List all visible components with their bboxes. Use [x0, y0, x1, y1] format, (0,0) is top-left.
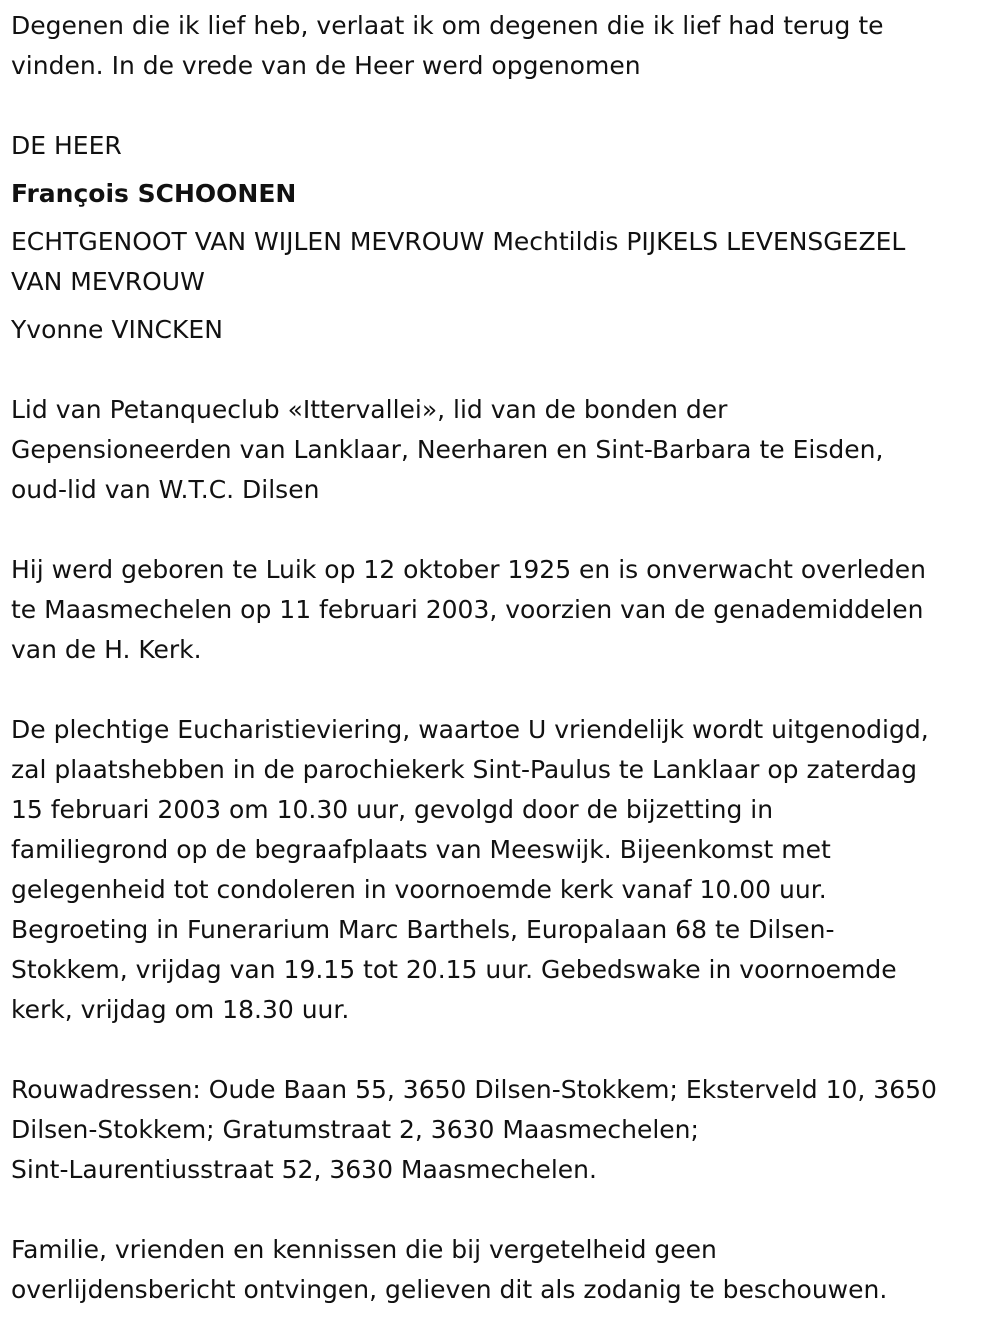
- closing-text: Familie, vrienden en kennissen die bij vergetelheid geen overlijdensbericht ontvingen, gelieven dit als zodanig te beschouwen.: [11, 1235, 888, 1304]
- relation-text: ECHTGENOOT VAN WIJLEN MEVROUW Mechtildis PIJKELS LEVENSGEZEL VAN MEVROUW: [11, 227, 906, 296]
- spacer: [11, 510, 988, 550]
- partner-name: Yvonne VINCKEN: [11, 315, 223, 344]
- spacer: [11, 166, 988, 174]
- spacer: [11, 670, 988, 710]
- spacer: [11, 302, 988, 310]
- birth-death-text: Hij werd geboren te Luik op 12 oktober 1925 en is onverwacht overleden te Maasmechelen op 11 februari 2003, voorzien van de genademiddelen van de H. Kerk.: [11, 555, 927, 664]
- addresses-text: Rouwadressen: Oude Baan 55, 3650 Dilsen-Stokkem; Eksterveld 10, 3650 Dilsen-Stokkem; Gratumstraat 2, 3630 Maasmechelen; Sint-Laurentiusstraat 52, 3630 Maasmechelen.: [11, 1075, 937, 1184]
- title-prefix: DE HEER: [11, 131, 122, 160]
- ceremony-text: De plechtige Eucharistieviering, waartoe U vriendelijk wordt uitgenodigd, zal plaatshebben in de parochiekerk Sint-Paulus te Lanklaar op zaterdag 15 februari 2003 om 10.30 uur, gevolgd door de bijzetting in familiegrond op de begraafplaats van Meeswijk. Bijeenkomst met gelegenheid tot condoleren in voornoemde kerk vanaf 10.00 uur. Begroeting in Funerarium Marc Barthels, Europalaan 68 te Dilsen- Stokkem, vrijdag van 19.15 tot 20.15 uur. Gebedswake in voornoemde kerk, vrijdag om 18.30 uur.: [11, 715, 929, 1024]
- memberships-text: Lid van Petanqueclub «Ittervallei», lid van de bonden der Gepensioneerden van Lanklaar, Neerharen en Sint-Barbara te Eisden, oud-lid van W.T.C. Dilsen: [11, 395, 884, 504]
- intro-text: Degenen die ik lief heb, verlaat ik om degenen die ik lief had terug te vinden. In de vrede van de Heer werd opgenomen: [11, 11, 884, 80]
- spacer: [11, 1030, 988, 1070]
- spacer: [11, 1190, 988, 1230]
- spacer: [11, 86, 988, 126]
- spacer: [11, 350, 988, 390]
- spacer: [11, 214, 988, 222]
- deceased-name: François SCHOONEN: [11, 179, 297, 208]
